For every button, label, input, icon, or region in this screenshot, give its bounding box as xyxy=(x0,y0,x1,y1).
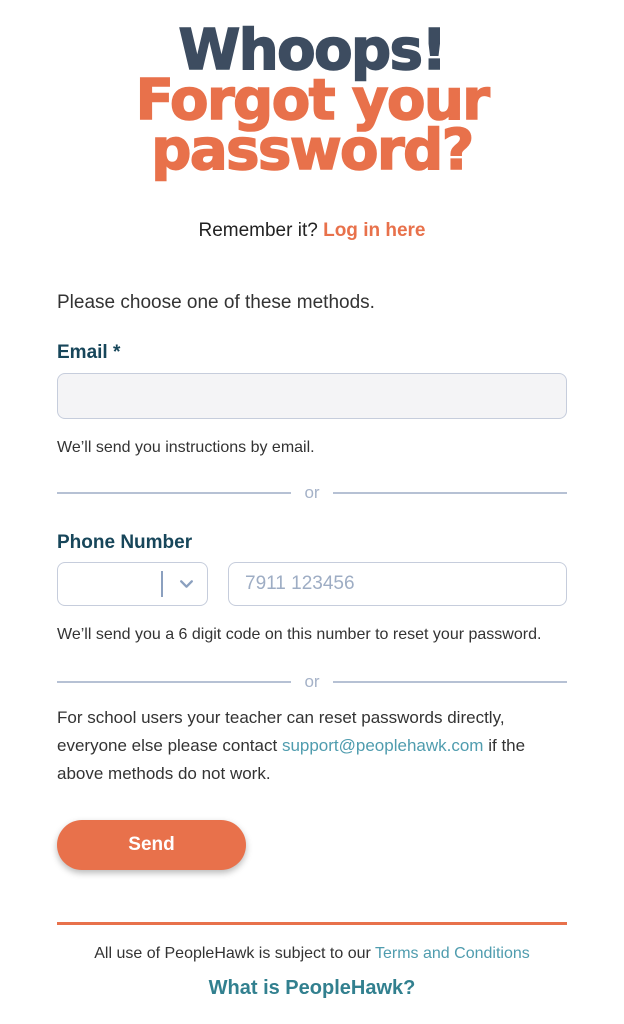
email-field-group xyxy=(57,342,567,457)
or-divider-1 xyxy=(57,483,567,503)
email-helper-text: We’ll send you instructions by email. xyxy=(57,439,315,456)
terms-and-conditions-link[interactable]: Terms and Conditions xyxy=(375,945,530,962)
or-label: or xyxy=(304,672,320,691)
footer-divider xyxy=(57,922,567,925)
phone-field-group xyxy=(57,532,567,644)
log-in-here-link[interactable]: Log in here xyxy=(323,220,426,241)
title-whoops: Whoops! xyxy=(178,18,446,83)
footer-terms xyxy=(57,945,567,963)
phone-number-label: Phone Number xyxy=(57,532,193,553)
title-forgot-line2: password? xyxy=(151,118,473,183)
support-text-after: if the above methods do not work. xyxy=(57,736,526,783)
send-button[interactable]: Send xyxy=(57,820,246,870)
phone-helper-text: We’ll send you a 6 digit code on this number to reset your password. xyxy=(57,626,542,643)
support-paragraph xyxy=(57,704,567,788)
or-label: or xyxy=(304,483,320,502)
login-prompt-text: Remember it? xyxy=(198,220,318,241)
what-is-peoplehawk-link[interactable]: What is PeopleHawk? xyxy=(208,977,416,999)
login-prompt xyxy=(57,220,567,242)
chevron-down-icon xyxy=(178,576,195,593)
divider-line-left xyxy=(57,681,291,683)
email-label: Email * xyxy=(57,342,121,363)
email-input[interactable] xyxy=(57,373,567,419)
support-text-before: For school users your teacher can reset passwords directly, everyone else please contact xyxy=(57,708,505,755)
phone-number-input[interactable] xyxy=(228,562,567,606)
page-title xyxy=(57,0,567,183)
intro-text: Please choose one of these methods. xyxy=(57,292,375,313)
phone-row xyxy=(57,562,567,606)
country-code-select[interactable] xyxy=(57,562,208,606)
divider-line-right xyxy=(333,492,567,494)
divider-line-right xyxy=(333,681,567,683)
divider-line-left xyxy=(57,492,291,494)
support-email-link[interactable]: support@peoplehawk.com xyxy=(281,736,484,755)
dropdown-separator xyxy=(161,571,163,597)
or-divider-2 xyxy=(57,672,567,692)
title-forgot-line1: Forgot your xyxy=(135,68,489,133)
terms-text: All use of PeopleHawk is subject to our xyxy=(94,945,371,962)
